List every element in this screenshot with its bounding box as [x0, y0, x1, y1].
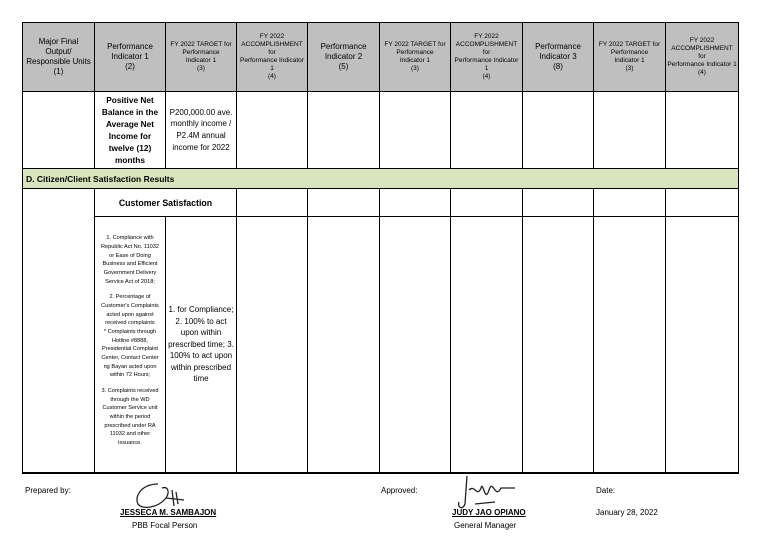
table-cell [380, 189, 451, 217]
text-line: Average Net [105, 118, 155, 129]
header-cell-performance-indicator-2 [308, 23, 380, 92]
text-line: Performance [107, 42, 153, 51]
text-line: Indicator 2 [324, 52, 363, 61]
text-line: Performance [610, 48, 649, 56]
text-line: Presidential Complaint [102, 346, 158, 353]
prepared-name: JESSECA M. SAMBAJON [120, 508, 217, 517]
text-line: (8) [553, 62, 563, 71]
table-cell [666, 217, 739, 474]
text-line: Output/ [45, 47, 72, 56]
indicator-paragraph-2 [95, 293, 165, 380]
text-line: or Ease of Doing [109, 252, 151, 259]
table-cell [666, 189, 739, 217]
text-line: Performance [396, 48, 434, 56]
text-line: 100% to act upon [169, 351, 233, 361]
text-line: (1) [53, 67, 64, 76]
text-line: Major Final [38, 37, 79, 46]
text-line: Performance [535, 42, 581, 51]
table-cell [451, 217, 523, 474]
section-header-row [23, 169, 739, 189]
text-line: Performance Indicator 1 [240, 57, 304, 73]
text-line: (3) [197, 65, 205, 73]
text-line: P2.4M annual [176, 131, 226, 140]
text-line: (3) [411, 65, 419, 73]
text-line: time [193, 374, 209, 384]
header-cell-target-1 [166, 23, 237, 92]
text-line: P200,000.00 ave. [169, 107, 233, 117]
text-line: (2) [125, 62, 135, 71]
header-cell-performance-indicator-1 [95, 23, 166, 92]
text-line: Income for [108, 131, 152, 141]
header-cell-accomplishment-3 [666, 23, 739, 92]
text-line: Responsible Units [26, 57, 91, 66]
text-line: Customer Service unit [102, 405, 158, 412]
text-line: income for 2022 [172, 142, 230, 152]
net-balance-target-cell [166, 92, 237, 169]
text-line: ACCOMPLISHMENT for [671, 44, 733, 60]
text-line: (4) [482, 73, 491, 81]
table-cell [237, 217, 308, 474]
text-line: through the WD [110, 396, 150, 403]
text-line: within prescribed [170, 362, 232, 372]
text-line: * Complaints through [103, 329, 157, 336]
text-line: Performance Indicator 1 [667, 61, 737, 69]
text-line: Government Delivery [103, 270, 157, 277]
table-cell [237, 189, 308, 217]
text-line: prescribed under RA [104, 422, 156, 429]
text-line: upon within [180, 328, 222, 338]
text-line: ng Bayan acted upon [103, 363, 157, 370]
net-balance-indicator-cell [95, 92, 166, 169]
approved-label: Approved: [381, 486, 418, 495]
text-line: received complaints [105, 320, 155, 327]
text-line: FY 2022 [689, 36, 715, 44]
text-line: Hotline #8888, [111, 337, 149, 344]
approved-title: General Manager [454, 521, 517, 530]
table-cell [380, 92, 451, 169]
table-cell [451, 92, 523, 169]
table-cell [451, 189, 523, 217]
header-cell-target-3 [594, 23, 666, 92]
text-line: ACCOMPLISHMENT for [241, 40, 303, 56]
text-line: Performance Indicator 1 [454, 57, 519, 73]
satisfaction-indicator-list [95, 217, 166, 474]
text-line: (3) [625, 65, 634, 73]
table-cell [23, 189, 95, 474]
pbb-report-table [22, 22, 739, 474]
customer-satisfaction-title: Customer Satisfaction [95, 189, 237, 217]
table-cell [380, 217, 451, 474]
text-line: ACCOMPLISHMENT for [455, 40, 518, 56]
text-line: 3. Complaints received [101, 387, 159, 394]
text-line: Republic Act No. 11032 [100, 244, 160, 251]
table-cell [594, 217, 666, 474]
table-cell [237, 92, 308, 169]
table-cell [523, 189, 594, 217]
section-d-title: D. Citizen/Client Satisfaction Results [23, 169, 739, 189]
indicator-paragraph-1 [95, 234, 165, 286]
text-line: monthly income / [170, 119, 232, 129]
table-cell [523, 92, 594, 169]
table-row-satisfaction-indicators [23, 217, 739, 474]
text-line: Service Act of 2018; [105, 278, 155, 285]
table-cell [594, 92, 666, 169]
table-cell [308, 92, 380, 169]
text-line: 1. for Compliance; [168, 304, 234, 314]
table-row-customer-satisfaction [23, 189, 739, 217]
header-cell-accomplishment-1 [237, 23, 308, 92]
text-line: 1. Compliance with [106, 235, 154, 242]
text-line: 11032 and other [109, 431, 151, 438]
approved-name: JUDY JAO OPIANO [452, 508, 526, 517]
satisfaction-target-cell [166, 217, 237, 474]
table-row-net-balance [23, 92, 739, 169]
text-line: (5) [338, 62, 349, 71]
prepared-title: PBB Focal Person [132, 521, 198, 530]
prepared-by-label: Prepared by: [25, 486, 71, 495]
date-label: Date: [596, 486, 616, 495]
text-line: twelve (12) [108, 143, 152, 154]
text-line: Indicator 1 [111, 52, 149, 61]
text-line: acted upon against [106, 311, 154, 318]
text-line: FY 2022 [474, 32, 499, 40]
text-line: FY 2022 TARGET for [598, 40, 661, 48]
approved-signature-icon [455, 474, 517, 512]
text-line: Performance [320, 42, 367, 51]
table-cell [23, 92, 95, 169]
date-value: January 28, 2022 [596, 508, 658, 517]
table-cell [523, 217, 594, 474]
text-line: issuance. [118, 439, 142, 446]
text-line: Indicator 1 [185, 57, 217, 64]
header-cell-performance-indicator-3 [523, 23, 594, 92]
text-line: within 72 Hours; [109, 372, 151, 379]
text-line: Performance [182, 48, 220, 56]
text-line: months [115, 155, 145, 166]
text-line: Center, Contact Center [101, 354, 159, 361]
text-line: FY 2022 TARGET for [384, 40, 446, 48]
text-line: FY 2022 TARGET for [170, 40, 232, 48]
indicator-paragraph-3 [95, 387, 165, 448]
text-line: (4) [268, 73, 276, 81]
text-line: FY 2022 [259, 32, 285, 40]
text-line: Balance in the [101, 106, 159, 117]
text-line: 2. 100% to act [175, 316, 227, 326]
header-row [23, 23, 739, 92]
text-line: prescribed time; 3. [168, 339, 234, 349]
text-line: (4) [698, 69, 706, 77]
header-cell-target-2 [380, 23, 451, 92]
text-line: Indicator 3 [539, 52, 577, 61]
text-line: within the period [109, 413, 151, 420]
header-cell-accomplishment-2 [451, 23, 523, 92]
text-line: Business and Efficient [102, 261, 158, 268]
text-line: 2. Percentage of [109, 294, 151, 301]
table-cell [308, 217, 380, 474]
table-cell [594, 189, 666, 217]
table-cell [308, 189, 380, 217]
text-line: Customer's Complaints [101, 303, 159, 310]
header-cell-major-final-output [23, 23, 95, 92]
text-line: Indicator 1 [399, 57, 431, 64]
table-cell [666, 92, 739, 169]
text-line: Positive Net [106, 94, 154, 105]
text-line: Indicator 1 [614, 57, 645, 64]
